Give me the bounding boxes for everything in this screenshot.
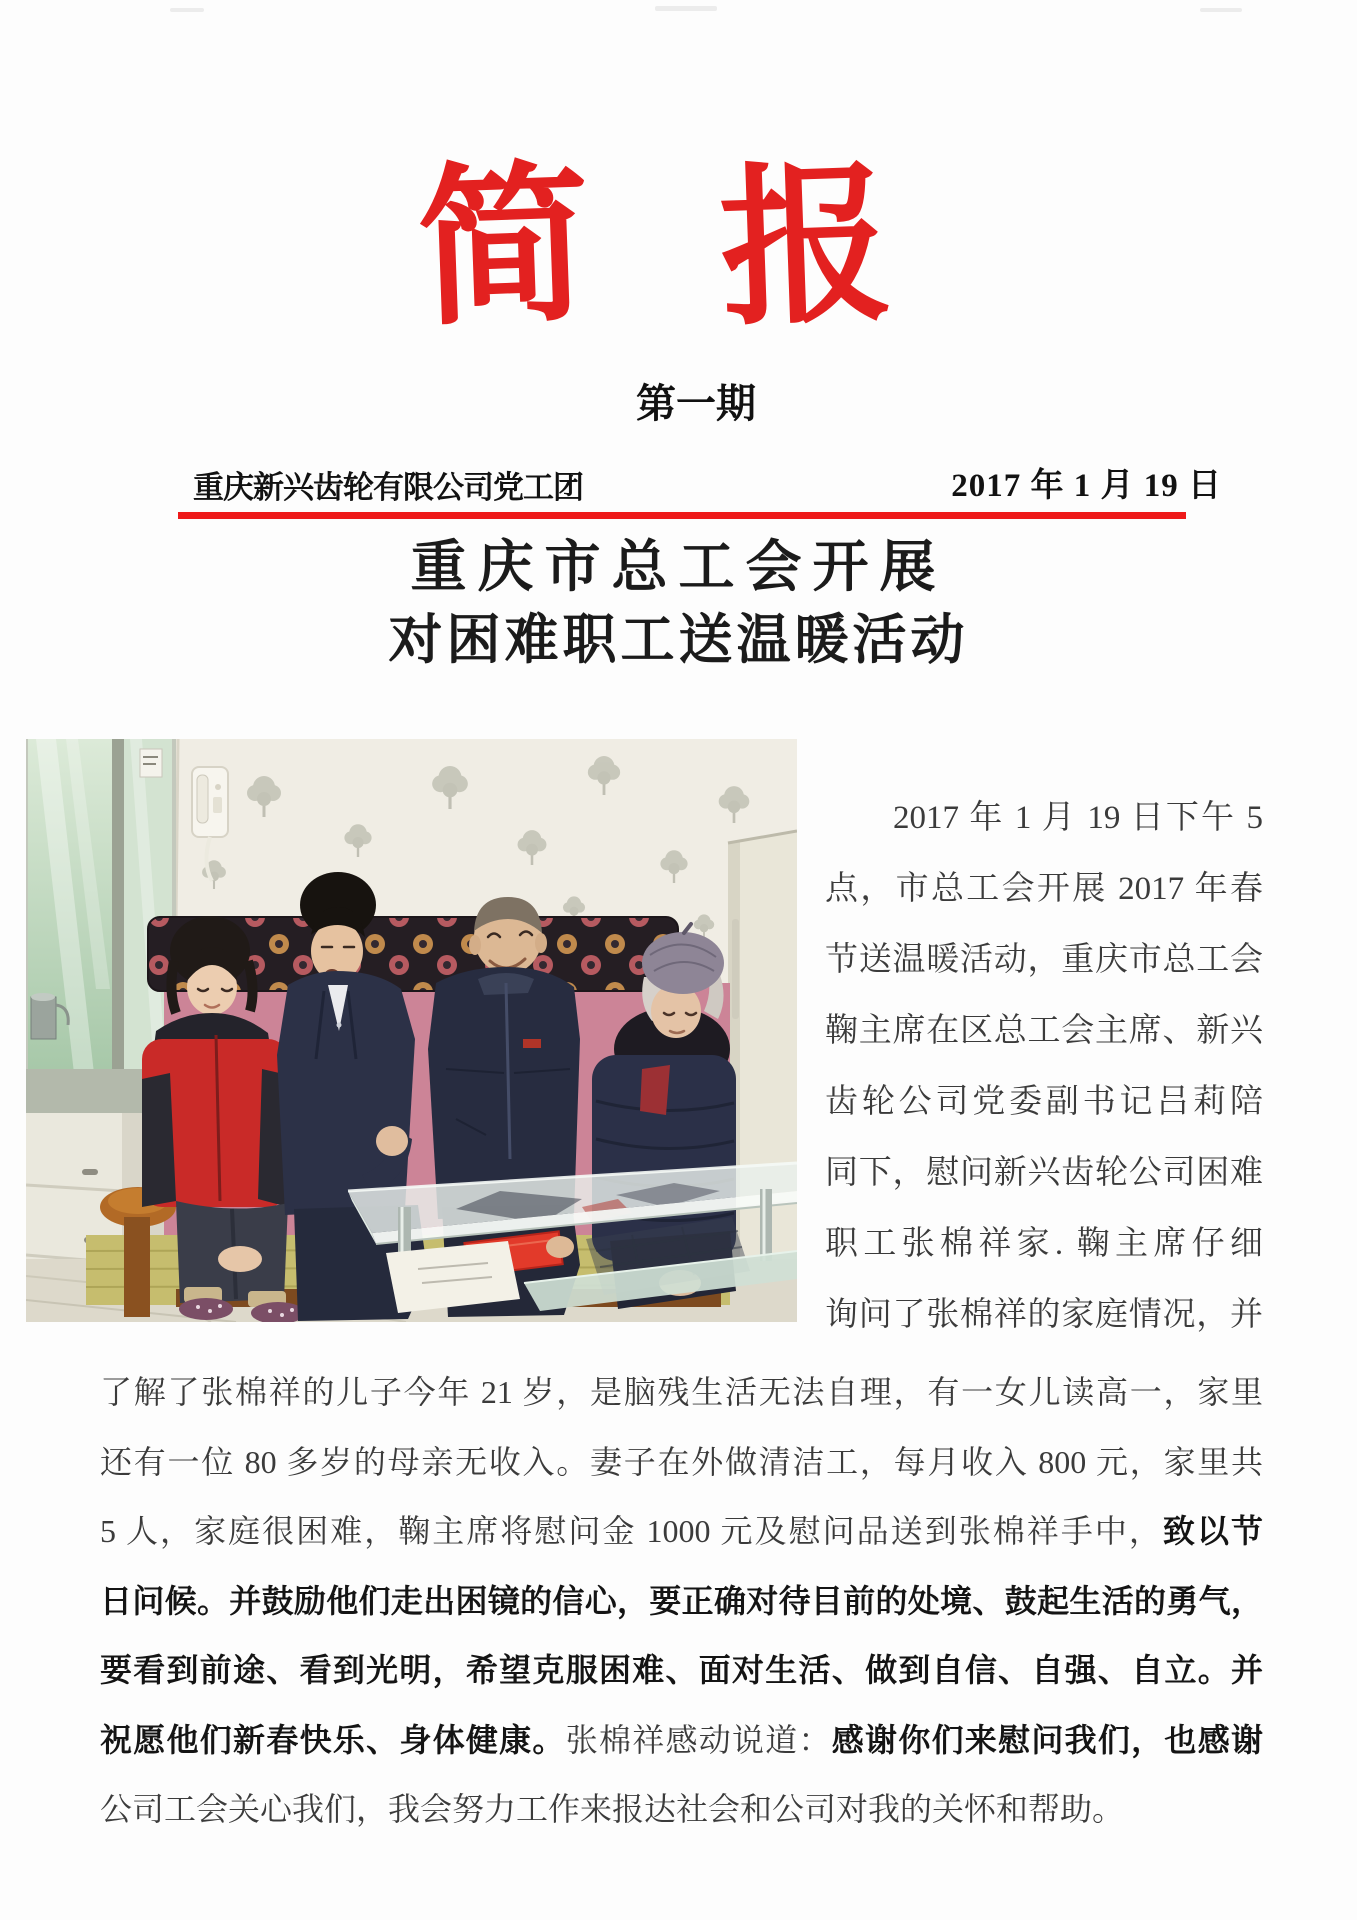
body-line: 点，市总工会开展 2017 年春 [825, 871, 1263, 907]
family-visit-photo [26, 739, 797, 1322]
body-text-bold: 致以节 [1162, 1513, 1263, 1549]
headline-line-1: 重庆市总工会开展 [410, 535, 947, 598]
org-name: 重庆新兴齿轮有限公司党工团 [193, 470, 583, 505]
body-line: 询问了张棉祥的家庭情况，并 [825, 1297, 1263, 1333]
body-text-bold: 祝愿他们新春快乐、身体健康。 [100, 1721, 566, 1758]
body-text: 了解了张棉祥的儿子今年 21 岁，是脑残生活无法自理，有一女儿读高一，家里 [100, 1374, 1263, 1410]
body-line [100, 1358, 1263, 1428]
issue-label: 第一期 [636, 382, 756, 426]
issue-date: 2017 年 1 月 19 日 [951, 468, 1222, 504]
scan-artifact [170, 8, 204, 12]
red-rule [178, 512, 1186, 519]
body-line: 职工张棉祥家. 鞠主席仔细 [825, 1226, 1263, 1262]
body-text-bold: 感谢你们来慰问我们，也感谢 [831, 1721, 1263, 1758]
body-line: 齿轮公司党委副书记吕莉陪 [825, 1084, 1263, 1120]
body-line [100, 1497, 1263, 1567]
body-line [100, 1567, 1263, 1637]
body-line [100, 1428, 1263, 1498]
headline-line-2: 对困难职工送温暖活动 [388, 610, 969, 670]
scan-artifact [655, 6, 717, 11]
full-paragraph [100, 1358, 1263, 1845]
body-line: 2017 年 1 月 19 日下午 5 [893, 800, 1263, 836]
display-cabinet [26, 739, 176, 1322]
masthead-title-char: 简 [414, 141, 594, 350]
body-text: 5 人，家庭很困难，鞠主席将慰问金 1000 元及慰问品送到张棉祥手中， [100, 1513, 1163, 1549]
body-text: 张棉祥感动说道： [565, 1721, 832, 1758]
body-line: 同下，慰问新兴齿轮公司困难 [825, 1155, 1263, 1191]
masthead-title-char: 报 [716, 141, 896, 350]
body-line [100, 1636, 1263, 1706]
body-line: 鞠主席在区总工会主席、新兴 [825, 1013, 1263, 1049]
scan-artifact [1200, 8, 1242, 12]
body-text-bold: 要看到前途、看到光明，希望克服困难、面对生活、做到自信、自强、自立。并 [100, 1652, 1263, 1688]
jacket-logo [523, 1039, 541, 1048]
body-line [100, 1706, 1263, 1776]
photo-illustration [26, 739, 797, 1322]
wall-seam [176, 739, 178, 921]
body-text: 公司工会关心我们，我会努力工作来报达社会和公司对我的关怀和帮助。 [100, 1791, 1125, 1827]
body-text-bold: 日问候。并鼓励他们走出困镜的信心，要正确对待目前的处境、鼓起生活的勇气， [100, 1582, 1263, 1619]
body-line [100, 1775, 1263, 1845]
column-paragraph [825, 783, 1263, 1351]
body-text: 还有一位 80 多岁的母亲无收入。妻子在外做清洁工，每月收入 800 元，家里共 [100, 1443, 1263, 1480]
article-headline [0, 530, 1357, 676]
body-line: 节送温暖活动，重庆市总工会 [825, 942, 1263, 978]
masthead-title [0, 141, 1357, 350]
